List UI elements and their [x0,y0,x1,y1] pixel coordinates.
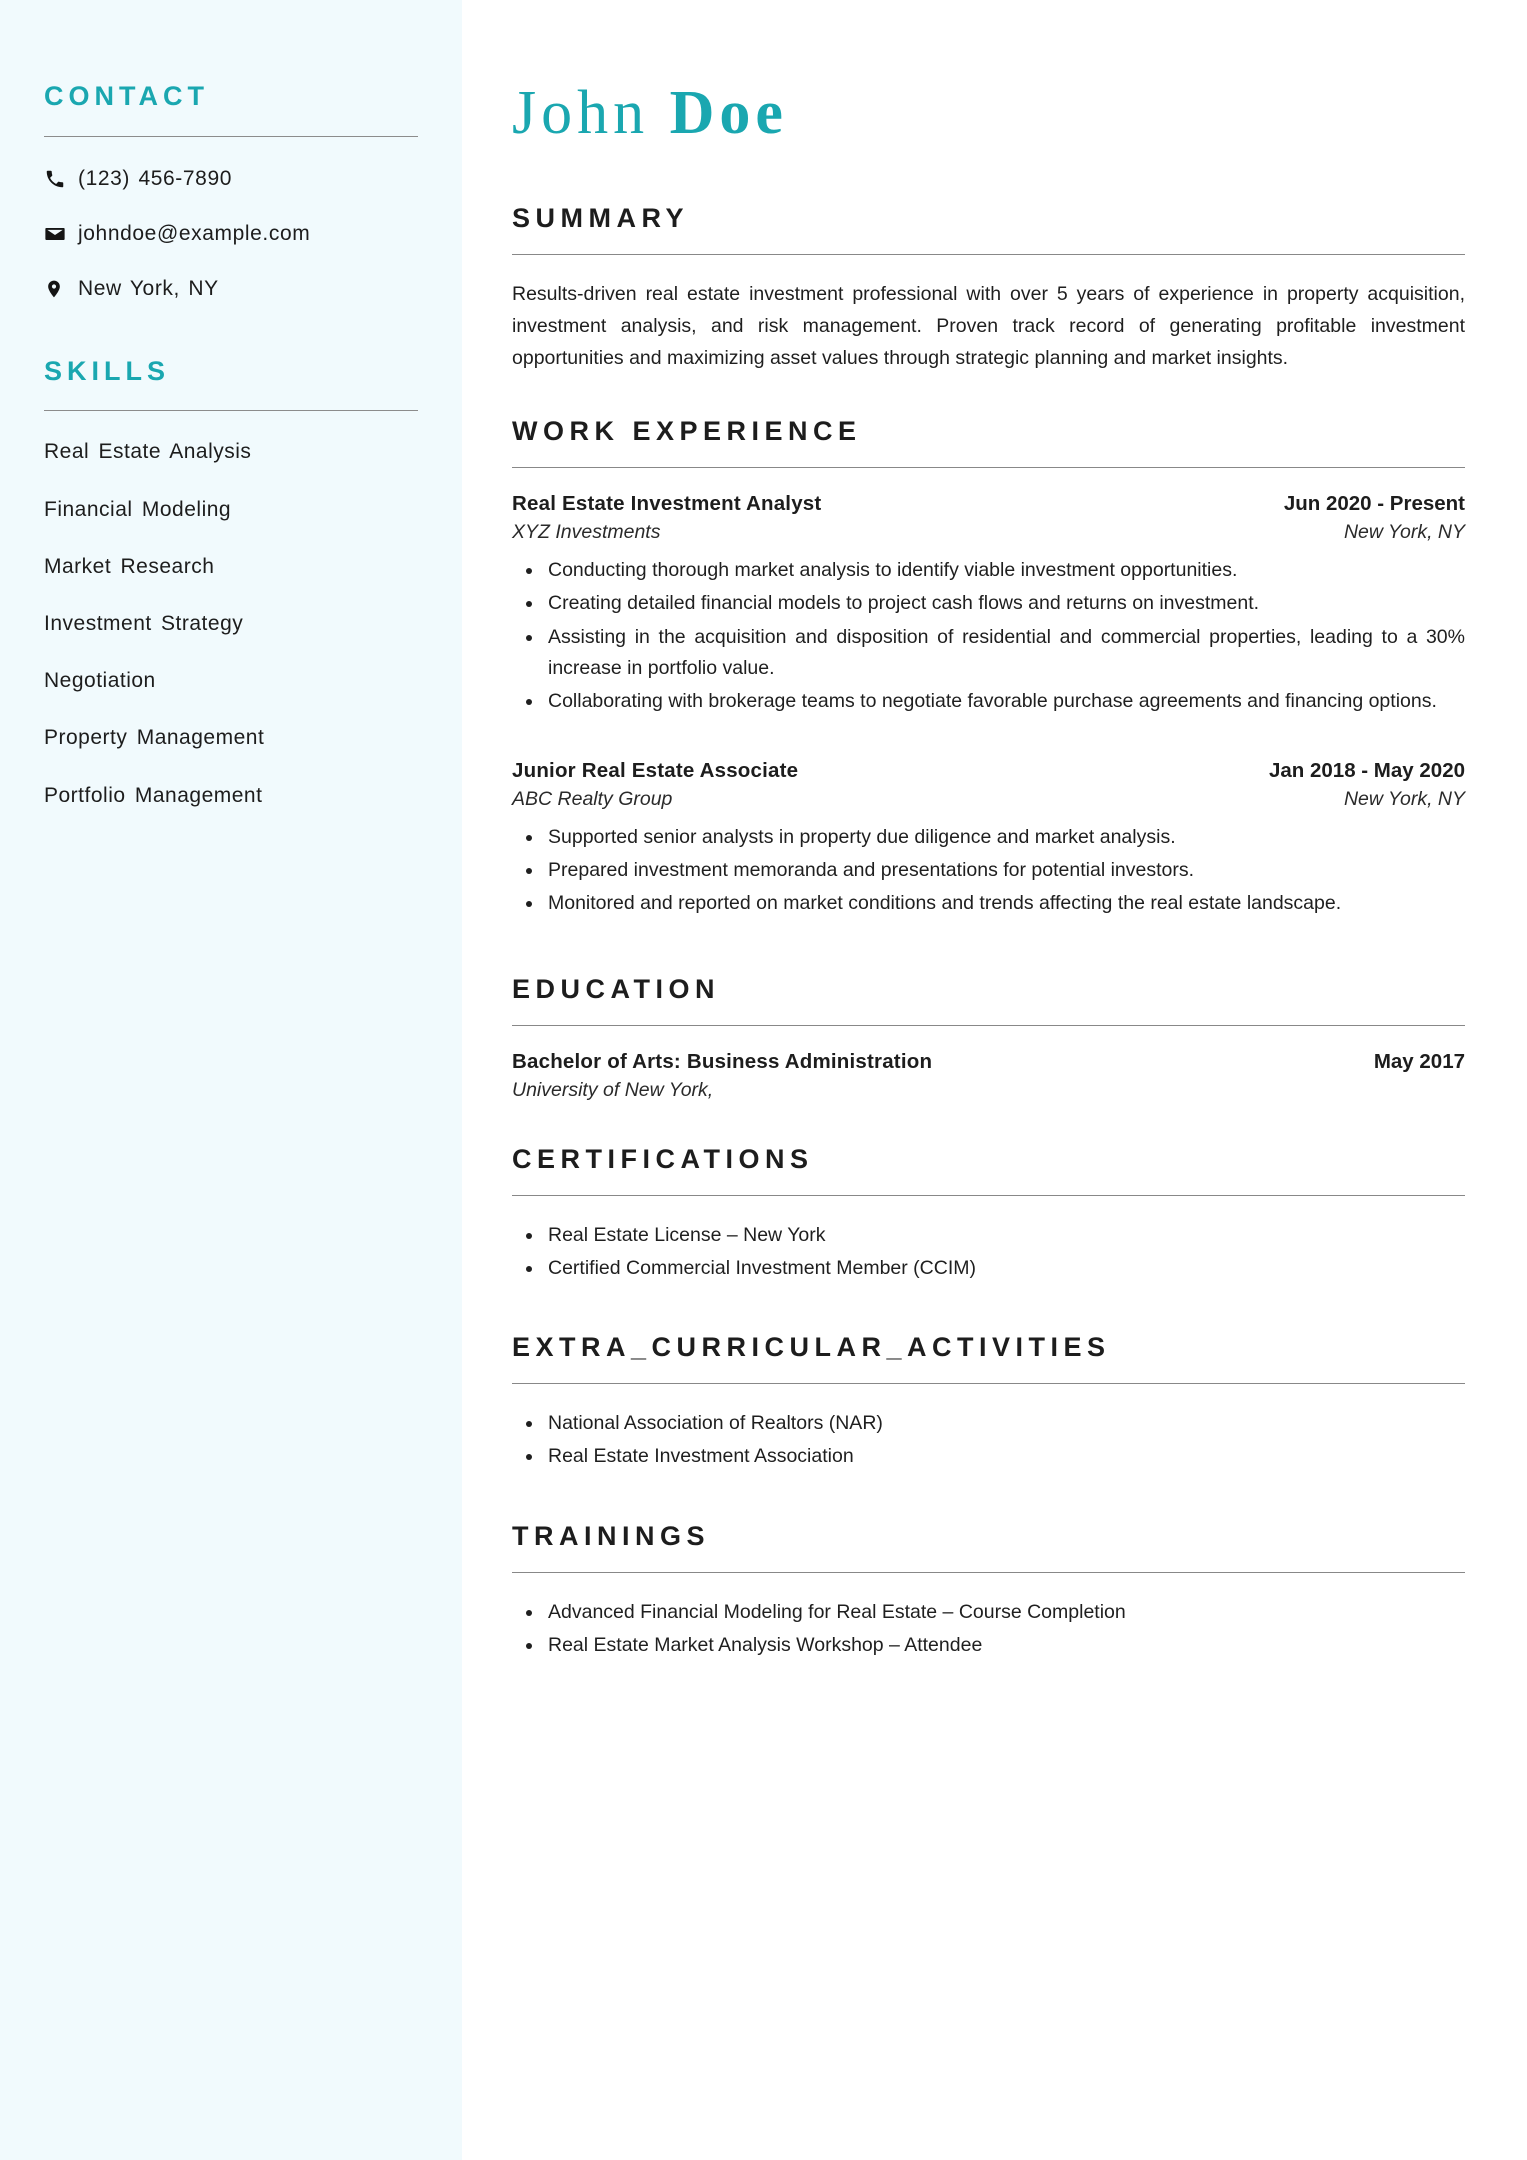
list-item: Real Estate License – New York [512,1220,1465,1251]
work-entry-org-row [512,516,1465,544]
contact-divider [44,136,418,137]
contact-item-phone[interactable] [44,165,418,193]
extra-curricular-activities-heading: EXTRA_CURRICULAR_ACTIVITIES [512,1332,1111,1363]
email-value: johndoe@example.com [78,222,311,246]
skills-heading: SKILLS [44,355,171,386]
spacer [512,1475,1465,1515]
phone-value: (123) 456-7890 [78,167,233,191]
spacer [512,725,1465,759]
work-entry [512,492,1465,717]
job-bullets [512,555,1465,717]
education-section [512,974,1465,1102]
list-item: National Association of Realtors (NAR) [512,1408,1465,1439]
contact-item-location[interactable] [44,275,418,303]
spacer [512,928,1465,968]
job-dates: Jan 2018 - May 2020 [1268,759,1465,783]
skill-item: Financial Modeling [44,497,232,521]
job-organization: ABC Realty Group [512,788,673,811]
list-item: Monitored and reported on market conditions and trends affecting the real estate landscape. [512,888,1465,919]
skill-item: Property Management [44,726,265,750]
work-experience-heading: WORK EXPERIENCE [512,416,862,447]
skills-divider [44,410,418,411]
list-item: Prepared investment memoranda and presentations for potential investors. [512,855,1465,886]
skill-item: Portfolio Management [44,783,263,807]
spacer [512,1286,1465,1326]
phone-icon [44,167,78,191]
list-item: Certified Commercial Investment Member (CCIM) [512,1253,1465,1284]
education-heading: EDUCATION [512,973,720,1004]
list-item: Real Estate Investment Association [512,1441,1465,1472]
work-entry [512,759,1465,920]
sidebar [0,0,462,2160]
contact-item-email[interactable] [44,220,418,248]
extra-curricular-activities-section [512,1332,1465,1514]
location-pin-icon [44,277,78,301]
job-location: New York, NY [1343,521,1465,544]
job-title: Junior Real Estate Associate [512,759,799,783]
list-item: Collaborating with brokerage teams to negotiate favorable purchase agreements and financing options. [512,686,1465,717]
job-dates: Jun 2020 - Present [1283,492,1465,516]
list-item: Real Estate Market Analysis Workshop – Attendee [512,1630,1465,1661]
certifications-heading: CERTIFICATIONS [512,1143,814,1174]
work-experience-divider [512,467,1465,468]
list-item: Supported senior analysts in property due diligence and market analysis. [512,822,1465,853]
trainings-heading: TRAININGS [512,1520,710,1551]
education-entry [512,1050,1465,1102]
contact-section [44,82,418,303]
certifications-section [512,1144,1465,1326]
summary-text: Results-driven real estate investment professional with over 5 years of experience in property acquisition, investment analysis, and risk management. Proven track record of generating profitable investment opportunities and maximizing asset values through strategic planning and market insights. [512,283,1465,369]
institution-name: University of New York, [512,1078,714,1101]
email-icon [44,222,78,246]
job-bullets [512,822,1465,920]
summary-divider [512,254,1465,255]
summary-section [512,203,1465,374]
trainings-section [512,1521,1465,1661]
education-divider [512,1025,1465,1026]
extra-curricular-activities-divider [512,1383,1465,1384]
list-item: Assisting in the acquisition and disposition of residential and commercial properties, leading to a 30% increase in portfolio value. [512,622,1465,684]
work-entry-org-row [512,783,1465,811]
certifications-list [512,1220,1465,1284]
certifications-divider [512,1195,1465,1196]
degree-date: May 2017 [1373,1049,1465,1073]
list-item: Advanced Financial Modeling for Real Estate – Course Completion [512,1597,1465,1628]
education-title-row [512,1050,1465,1074]
location-value: New York, NY [78,277,219,301]
extra-curricular-activities-list [512,1408,1465,1472]
trainings-list [512,1597,1465,1661]
skill-item: Market Research [44,554,215,578]
degree-title: Bachelor of Arts: Business Administration [512,1049,933,1073]
contact-heading: CONTACT [44,81,209,111]
main-content [462,0,1527,2160]
trainings-divider [512,1572,1465,1573]
skill-item: Real Estate Analysis [44,440,252,464]
last-name: Doe [669,79,788,147]
job-organization: XYZ Investments [512,521,661,544]
page-title [512,78,1465,149]
skill-item: Negotiation [44,669,156,693]
first-name: John [512,79,650,147]
skill-item: Investment Strategy [44,611,244,635]
list-item: Creating detailed financial models to project cash flows and returns on investment. [512,588,1465,619]
job-location: New York, NY [1343,788,1465,811]
skills-section [44,357,418,808]
work-entry-title-row [512,492,1465,516]
summary-heading: SUMMARY [512,203,689,234]
job-title: Real Estate Investment Analyst [512,492,822,516]
work-entry-title-row [512,759,1465,783]
work-experience-section [512,416,1465,968]
list-item: Conducting thorough market analysis to identify viable investment opportunities. [512,555,1465,586]
